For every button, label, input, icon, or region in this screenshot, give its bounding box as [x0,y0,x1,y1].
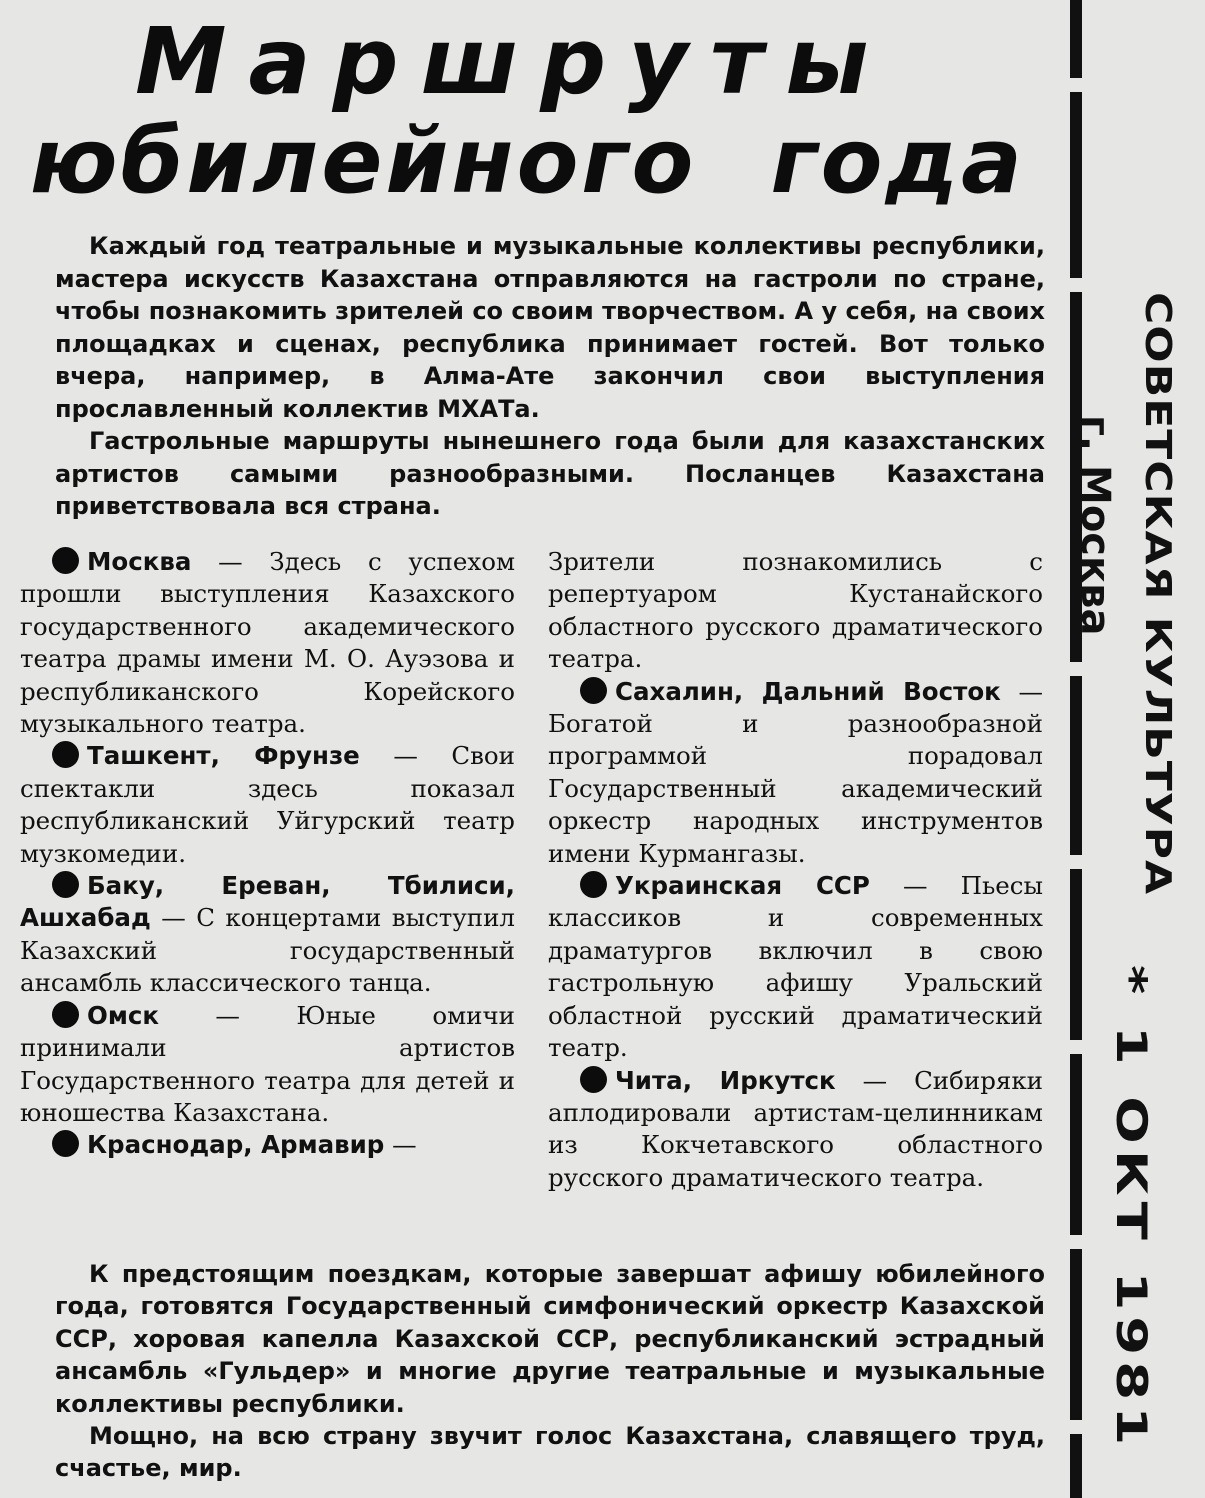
entry-sakhalin [548,676,1043,870]
entry-omsk [20,1000,515,1130]
article-lead [55,230,1045,523]
clipping-edge-rule [1070,0,1082,1498]
city-name: Чита, Иркутск [615,1065,836,1095]
title-line-2: юбилейного года [30,109,1025,214]
entry-krasnodar-continued: Зрители познакомились с репертуаром Кустанайского областного русского драматического театра. [548,547,1043,674]
rule-gap [1066,78,1086,92]
entry-ukraine [548,870,1043,1064]
rule-gap [1066,278,1086,292]
city-name: Сахалин, Дальний Восток [615,676,1001,706]
entry-text: — С концертами выступил Казахский государственный ансамбль классического танца. [20,903,515,998]
bullet-dot [52,547,79,574]
bullet-dot [52,741,79,768]
entry-text: — Юные омичи принимали артистов Государственного театра для детей и юношества Казахстана. [20,1000,515,1127]
entry-text: — Свои спектакли здесь показал республиканский Уйгурский театр музкомедии. [20,741,515,868]
right-column [548,546,1043,1194]
rule-gap [1066,1420,1086,1434]
bullet-dot [52,871,79,898]
conclusion-paragraph-1: К предстоящим поездкам, которые завершат афишу юбилейного года, готовятся Государственный симфонический оркестр Казахской ССР, хоровая капелла Казахской ССР, республиканский эстрадный ансамбль «Гульдер» и многие другие театральные и музыкальные коллективы республики. [55,1260,1045,1418]
city-name: Украинская ССР [615,871,870,901]
entry-tashkent [20,740,515,870]
entry-text: — [384,1130,417,1160]
city-name: Баку, Ереван, Тбилиси, Ашхабад [20,871,515,933]
bullet-dot [52,1001,79,1028]
city-stamp: г. Москва [1072,415,1118,636]
bullet-dot [580,677,607,704]
entry-text: — Сибиряки аплодировали артистам-целинникам из Кокчетавского областного русского драматического театра. [548,1065,1044,1192]
article-title [20,8,1040,214]
entry-chita [548,1065,1043,1195]
city-name: Москва [87,547,192,576]
city-name: Краснодар, Армавир [87,1130,385,1160]
rule-gap [1066,855,1086,869]
rule-gap [1066,1040,1086,1054]
date-stamp: * 1 ОКТ 1981 [1106,965,1155,1452]
entry-krasnodar [20,1129,515,1161]
entry-text: — Пьесы классиков и современных драматургов включил в свою гастрольную афишу Уральский областной русский драматический театр. [548,871,1044,1063]
entry-text: — Здесь с успехом прошли выступления Казахского государственного академического театра драмы имени М. О. Ауэзова и республиканского Корейского музыкального театра. [20,547,515,739]
lead-paragraph-1: Каждый год театральные и музыкальные коллективы республики, мастера искусств Казахстана отправляются на гастроли по стране, чтобы познакомить зрителей со своим творчеством. А у себя, на своих площадках и сценах, республика принимает гостей. Вот только вчера, например, в Алма-Ате закончил свои выступления прославленный коллектив МХАТа. [55,232,1045,423]
entry-moscow [20,546,515,740]
left-column [20,546,515,1162]
city-name: Ташкент, Фрунзе [87,741,360,771]
rule-gap [1066,1235,1086,1249]
entry-text: — Богатой и разнообразной программой порадовал Государственный академический оркестр народных инструментов имени Курмангазы. [548,676,1043,868]
city-name: Омск [87,1000,160,1030]
bullet-dot [580,1066,607,1093]
title-line-1: Маршруты [135,8,891,115]
conclusion-paragraph-2: Мощно, на всю страну звучит голос Казахстана, славящего труд, счастье, мир. [55,1422,1045,1483]
entry-baku [20,870,515,1000]
bullet-dot [580,871,607,898]
newspaper-name-stamp: СОВЕТСКАЯ КУЛЬТУРА [1137,292,1178,896]
article-conclusion [55,1258,1045,1485]
bullet-dot [52,1130,79,1157]
lead-paragraph-2: Гастрольные маршруты нынешнего года были для казахстанских артистов самыми разнообразными. Посланцев Казахстана приветствовала вся страна. [55,427,1045,520]
rule-gap [1066,662,1086,676]
